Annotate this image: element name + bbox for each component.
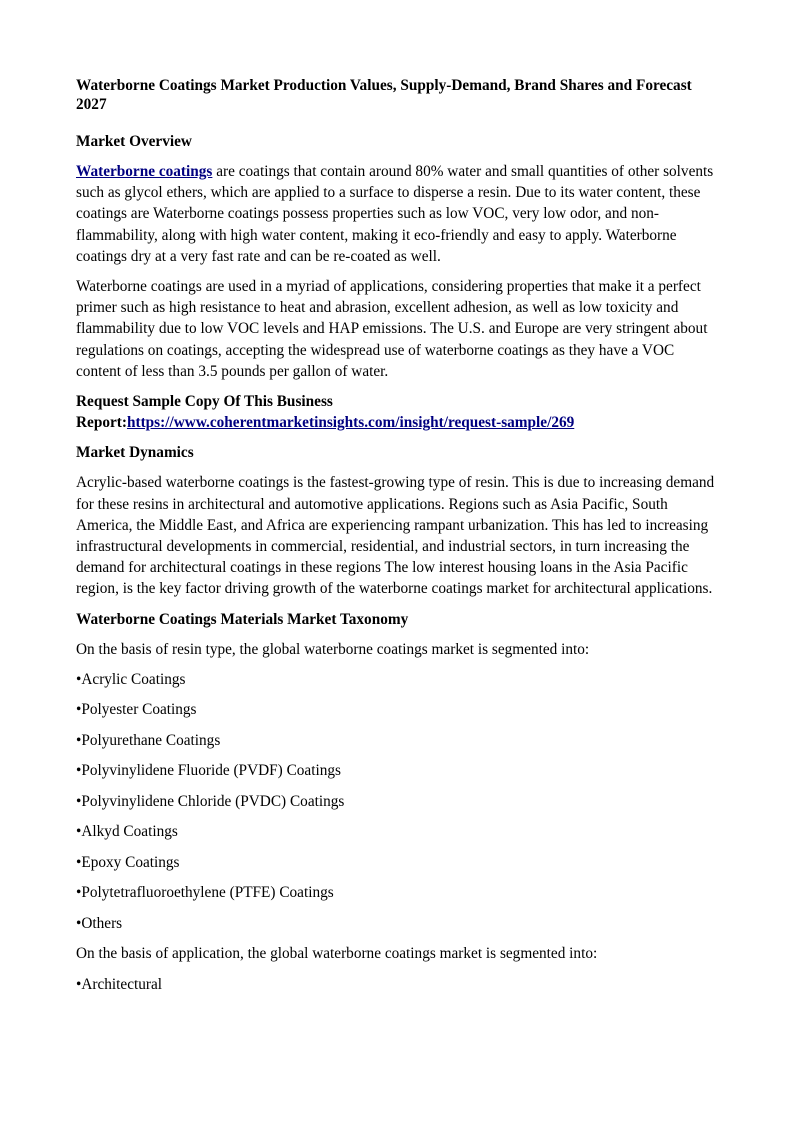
overview-paragraph-1-text: are coatings that contain around 80% water and small quantities of other solvents such as glycol ethers, which are applied to a surface to disperse a resin. Due to its water content, these coatings are Waterborne coatings possess properties such as low VOC, very low odor, and non-flammability, along with high water content, making it eco-friendly and easy to apply. Waterborne coatings dry at a very fast rate and can be re-coated as well. [76, 163, 714, 265]
overview-paragraph-2: Waterborne coatings are used in a myriad of applications, considering properties that make it a perfect primer such as high resistance to heat and abrasion, excellent adhesion, as well as low toxicity and flammability due to low VOC levels and HAP emissions. The U.S. and Europe are very stringent about regulations on coatings, accepting the widespread use of waterborne coatings as they have a VOC content of less than 3.5 pounds per gallon of water. [76, 278, 708, 380]
taxonomy-heading: Waterborne Coatings Materials Market Taxonomy [76, 610, 409, 628]
resin-type-intro: On the basis of resin type, the global waterborne coatings market is segmented into: [76, 640, 590, 658]
market-dynamics-heading: Market Dynamics [76, 444, 194, 462]
list-item: •Polyvinylidene Fluoride (PVDF) Coatings [76, 762, 341, 780]
market-overview-heading: Market Overview [76, 133, 192, 150]
document-page [76, 76, 721, 1004]
application-intro: On the basis of application, the global waterborne coatings market is segmented into: [76, 945, 598, 963]
resin-type-list [76, 669, 721, 934]
list-item: •Polyester Coatings [76, 701, 197, 719]
sample-request-link[interactable]: https://www.coherentmarketinsights.com/insight/request-sample/269 [126, 414, 575, 432]
sample-request-label-2: Report: [76, 414, 127, 432]
overview-paragraph-1 [76, 161, 721, 267]
dynamics-paragraph: Acrylic-based waterborne coatings is the fastest-growing type of resin. This is due to increasing demand for these resins in architectural and automotive applications. Regions such as Asia Pacific, South America, the Middle East, and Africa are experiencing rampant urbanization. This has led to increasing infrastructural developments in commercial, residential, and industrial sectors, in turn increasing the demand for architectural coatings in these regions The low interest housing loans in the Asia Pacific region, is the key factor driving growth of the waterborne coatings market for architectural applications. [76, 474, 715, 598]
application-list [76, 974, 721, 995]
list-item: •Architectural [76, 975, 163, 993]
list-item: •Others [76, 914, 123, 932]
list-item: •Polyvinylidene Chloride (PVDC) Coatings [76, 792, 345, 810]
list-item: •Acrylic Coatings [76, 670, 186, 688]
list-item: •Alkyd Coatings [76, 823, 178, 841]
waterborne-coatings-link[interactable]: Waterborne coatings [76, 163, 213, 180]
document-title: Waterborne Coatings Market Production Values, Supply-Demand, Brand Shares and Forecast 2027 [76, 77, 692, 113]
sample-request-label: Request Sample Copy Of This Business [76, 393, 333, 411]
list-item: •Polyurethane Coatings [76, 731, 221, 749]
list-item: •Epoxy Coatings [76, 853, 180, 871]
sample-request [76, 391, 721, 433]
list-item: •Polytetrafluoroethylene (PTFE) Coatings [76, 884, 334, 902]
